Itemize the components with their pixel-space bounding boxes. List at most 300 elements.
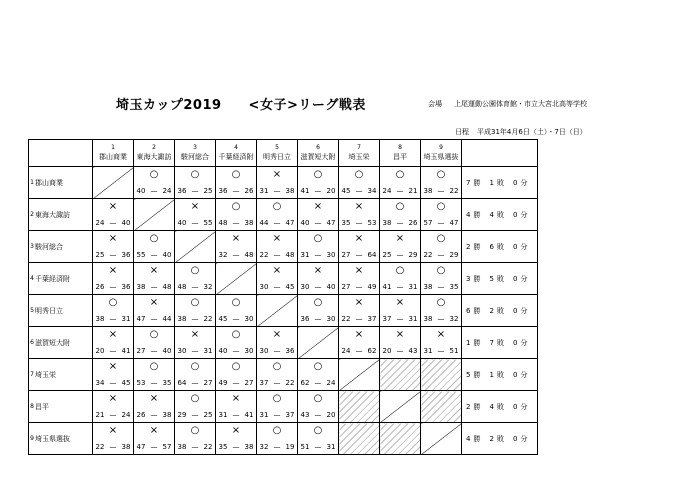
score-own: 55 — [136, 251, 146, 259]
record-losses-count: 1 — [489, 178, 494, 187]
match-cell — [421, 231, 462, 263]
match-cell — [339, 231, 380, 263]
team-row — [29, 359, 538, 391]
match-result-mark: ○ — [436, 297, 446, 308]
match-score — [257, 219, 297, 228]
match-score — [421, 219, 461, 228]
score-opponent: 29 — [408, 251, 418, 259]
record-draws-label: 分 — [520, 210, 528, 219]
score-dash: — — [396, 283, 404, 291]
page-title: 埼玉カップ2019 <女子>リーグ戦表 — [116, 98, 366, 113]
match-score — [257, 411, 297, 420]
match-result-mark: ○ — [149, 361, 159, 372]
score-opponent: 62 — [367, 347, 377, 355]
record-wins-count: 1 — [466, 338, 471, 347]
match-cell — [380, 231, 421, 263]
record-losses — [480, 179, 503, 187]
match-result-mark: × — [108, 233, 118, 244]
score-own: 22 — [341, 315, 351, 323]
score-own: 24 — [382, 187, 392, 195]
score-own: 40 — [218, 347, 228, 355]
match-score — [93, 379, 133, 388]
match-cell — [216, 231, 257, 263]
score-dash: — — [150, 379, 158, 387]
match-result-mark: × — [354, 329, 364, 340]
match-score — [175, 411, 215, 420]
venue-label: 会場 — [428, 100, 442, 108]
column-team-name: 千葉経済附 — [218, 153, 254, 161]
column-team-number: 9 — [439, 144, 443, 151]
match-cell — [134, 263, 175, 295]
record-wins-count: 6 — [466, 306, 471, 315]
match-result-mark: × — [395, 297, 405, 308]
score-own: 45 — [341, 187, 351, 195]
match-cell — [339, 167, 380, 199]
match-cell — [380, 263, 421, 295]
row-team-number: 3 — [29, 231, 36, 263]
score-opponent: 48 — [285, 251, 295, 259]
match-cell — [175, 263, 216, 295]
record-losses — [480, 275, 503, 283]
team-record — [462, 167, 538, 199]
record-losses — [480, 243, 503, 251]
match-cell — [257, 231, 298, 263]
record-draws-count: 0 — [512, 210, 518, 219]
match-result-mark: ○ — [395, 265, 405, 276]
score-own: 20 — [95, 347, 105, 355]
score-opponent: 36 — [121, 251, 131, 259]
record-losses — [480, 339, 503, 347]
match-result-mark: ○ — [395, 169, 405, 180]
record-wins — [462, 435, 480, 443]
score-dash: — — [109, 347, 117, 355]
record-losses-label: 敗 — [496, 274, 504, 283]
record-losses — [480, 211, 503, 219]
match-result-mark: × — [354, 265, 364, 276]
match-cell — [175, 167, 216, 199]
score-own: 30 — [259, 347, 269, 355]
column-team-number: 4 — [234, 144, 238, 151]
score-own: 37 — [259, 379, 269, 387]
record-draws-count: 0 — [512, 242, 518, 251]
score-own: 40 — [300, 219, 310, 227]
match-cell — [421, 167, 462, 199]
record-losses-count: 5 — [489, 274, 494, 283]
match-result-mark: ○ — [436, 265, 446, 276]
score-own: 53 — [136, 379, 146, 387]
match-result-mark: × — [354, 201, 364, 212]
score-opponent: 37 — [285, 411, 295, 419]
match-result-mark: × — [395, 329, 405, 340]
score-dash: — — [314, 187, 322, 195]
match-score — [216, 411, 256, 420]
match-result-mark: ○ — [190, 393, 200, 404]
score-dash: — — [437, 315, 445, 323]
match-cell — [257, 359, 298, 391]
match-cell — [298, 167, 339, 199]
match-cell — [339, 327, 380, 359]
self-match-cell — [93, 167, 134, 199]
match-result-mark: ○ — [313, 425, 323, 436]
score-opponent: 31 — [121, 315, 131, 323]
match-score — [380, 347, 420, 356]
match-score — [421, 251, 461, 260]
score-opponent: 30 — [244, 315, 254, 323]
score-dash: — — [396, 251, 404, 259]
score-opponent: 41 — [244, 411, 254, 419]
match-result-mark: ○ — [149, 233, 159, 244]
score-opponent: 35 — [162, 379, 172, 387]
score-opponent: 40 — [162, 251, 172, 259]
match-cell — [257, 263, 298, 295]
record-wins-label: 勝 — [473, 338, 481, 347]
match-score — [134, 251, 174, 260]
score-own: 37 — [382, 315, 392, 323]
score-dash: — — [191, 347, 199, 355]
score-opponent: 27 — [244, 379, 254, 387]
score-own: 27 — [341, 283, 351, 291]
column-header — [216, 140, 257, 167]
match-result-mark: ○ — [395, 201, 405, 212]
score-own: 26 — [95, 283, 105, 291]
score-opponent: 26 — [408, 219, 418, 227]
row-team-name: 埼玉県選抜 — [35, 423, 93, 455]
match-result-mark: × — [108, 265, 118, 276]
score-own: 24 — [95, 219, 105, 227]
match-score — [339, 219, 379, 228]
score-opponent: 45 — [121, 379, 131, 387]
unplayed-cell — [380, 359, 421, 391]
score-dash: — — [396, 347, 404, 355]
match-score — [216, 443, 256, 452]
match-result-mark: ○ — [231, 361, 241, 372]
record-wins — [462, 179, 480, 187]
record-wins-count: 3 — [466, 274, 471, 283]
match-result-mark: ○ — [436, 233, 446, 244]
date-label: 日程 — [455, 128, 469, 136]
score-opponent: 31 — [203, 347, 213, 355]
match-cell — [93, 327, 134, 359]
match-cell — [175, 423, 216, 455]
score-dash: — — [396, 315, 404, 323]
match-cell — [175, 391, 216, 423]
match-result-mark: ○ — [190, 265, 200, 276]
record-wins-count: 4 — [466, 434, 471, 443]
self-match-cell — [134, 199, 175, 231]
record-draws — [504, 371, 527, 379]
match-score — [298, 283, 338, 292]
score-own: 48 — [177, 283, 187, 291]
score-dash: — — [191, 443, 199, 451]
unplayed-cell — [380, 423, 421, 455]
match-result-mark: ○ — [231, 329, 241, 340]
record-losses-label: 敗 — [496, 434, 504, 443]
record-losses-label: 敗 — [496, 370, 504, 379]
score-own: 47 — [136, 315, 146, 323]
score-opponent: 30 — [326, 315, 336, 323]
match-result-mark: ○ — [190, 297, 200, 308]
record-losses-count: 1 — [489, 370, 494, 379]
score-opponent: 24 — [162, 187, 172, 195]
score-dash: — — [437, 219, 445, 227]
score-opponent: 55 — [203, 219, 213, 227]
column-team-name: 埼玉栄 — [348, 153, 370, 161]
score-dash: — — [273, 379, 281, 387]
score-dash: — — [191, 315, 199, 323]
score-opponent: 38 — [244, 443, 254, 451]
score-opponent: 40 — [121, 219, 131, 227]
match-score — [380, 251, 420, 260]
score-own: 36 — [300, 315, 310, 323]
row-team-name: 昌平 — [35, 391, 93, 423]
match-result-mark: × — [108, 393, 118, 404]
match-result-mark: × — [231, 393, 241, 404]
column-team-name: 東海大諏訪 — [136, 153, 172, 161]
match-score — [93, 219, 133, 228]
score-opponent: 38 — [162, 411, 172, 419]
match-result-mark: ○ — [436, 169, 446, 180]
match-cell — [421, 263, 462, 295]
score-dash: — — [232, 219, 240, 227]
score-own: 25 — [95, 251, 105, 259]
score-dash: — — [437, 283, 445, 291]
score-dash: — — [355, 315, 363, 323]
score-own: 38 — [177, 315, 187, 323]
score-own: 45 — [218, 315, 228, 323]
score-own: 32 — [259, 443, 269, 451]
match-score — [298, 219, 338, 228]
record-wins — [462, 307, 480, 315]
match-score — [339, 315, 379, 324]
record-losses-count: 2 — [489, 434, 494, 443]
match-score — [175, 379, 215, 388]
score-opponent: 25 — [203, 411, 213, 419]
score-own: 48 — [218, 219, 228, 227]
score-dash: — — [355, 283, 363, 291]
match-score — [93, 315, 133, 324]
score-own: 51 — [300, 443, 310, 451]
score-opponent: 41 — [121, 347, 131, 355]
record-draws — [504, 339, 527, 347]
row-team-number: 5 — [29, 295, 36, 327]
score-own: 49 — [218, 379, 228, 387]
team-row — [29, 199, 538, 231]
match-result-mark: ○ — [354, 169, 364, 180]
match-result-mark: × — [149, 393, 159, 404]
match-score — [175, 219, 215, 228]
corner-cell — [35, 140, 93, 167]
team-row — [29, 295, 538, 327]
score-opponent: 40 — [326, 283, 336, 291]
match-result-mark: ○ — [313, 297, 323, 308]
match-score — [298, 379, 338, 388]
match-result-mark: × — [231, 425, 241, 436]
score-opponent: 45 — [285, 283, 295, 291]
record-losses — [480, 435, 503, 443]
score-own: 31 — [300, 251, 310, 259]
record-draws-label: 分 — [520, 242, 528, 251]
score-own: 38 — [423, 187, 433, 195]
match-cell — [257, 167, 298, 199]
score-dash: — — [273, 219, 281, 227]
record-wins-label: 勝 — [473, 402, 481, 411]
column-team-name: 滋賀短大附 — [300, 153, 336, 161]
score-opponent: 24 — [121, 411, 131, 419]
record-wins-label: 勝 — [473, 306, 481, 315]
score-own: 38 — [382, 219, 392, 227]
row-team-name: 滋賀短大附 — [35, 327, 93, 359]
score-dash: — — [150, 347, 158, 355]
match-cell — [175, 199, 216, 231]
match-score — [298, 315, 338, 324]
record-draws-label: 分 — [520, 338, 528, 347]
record-draws — [504, 307, 527, 315]
score-own: 20 — [382, 347, 392, 355]
match-cell — [380, 167, 421, 199]
match-cell — [298, 359, 339, 391]
match-cell — [93, 263, 134, 295]
score-dash: — — [109, 283, 117, 291]
self-match-cell — [216, 263, 257, 295]
match-cell — [257, 199, 298, 231]
record-draws — [504, 403, 527, 411]
score-dash: — — [191, 187, 199, 195]
header-row — [29, 140, 538, 167]
score-dash: — — [396, 219, 404, 227]
match-score — [421, 315, 461, 324]
match-score — [216, 315, 256, 324]
score-own: 35 — [218, 443, 228, 451]
match-result-mark: ○ — [272, 201, 282, 212]
match-score — [175, 315, 215, 324]
score-dash: — — [314, 219, 322, 227]
score-dash: — — [273, 283, 281, 291]
score-own: 64 — [177, 379, 187, 387]
score-own: 31 — [218, 411, 228, 419]
record-losses — [480, 371, 503, 379]
match-result-mark: × — [272, 265, 282, 276]
team-record — [462, 199, 538, 231]
record-draws — [504, 211, 527, 219]
match-result-mark: × — [108, 329, 118, 340]
score-dash: — — [355, 347, 363, 355]
score-dash: — — [191, 379, 199, 387]
column-team-number: 2 — [152, 144, 156, 151]
match-score — [421, 347, 461, 356]
score-own: 38 — [423, 315, 433, 323]
record-draws-label: 分 — [520, 306, 528, 315]
team-record — [462, 391, 538, 423]
record-wins-count: 2 — [466, 402, 471, 411]
score-own: 31 — [423, 347, 433, 355]
score-own: 38 — [177, 443, 187, 451]
match-cell — [298, 199, 339, 231]
score-own: 31 — [259, 411, 269, 419]
match-cell — [134, 231, 175, 263]
record-losses-label: 敗 — [496, 306, 504, 315]
record-losses — [480, 403, 503, 411]
venue-name: 上尾運動公園体育館・市立大宮北高等学校 — [454, 100, 587, 108]
column-header — [339, 140, 380, 167]
match-cell — [134, 327, 175, 359]
score-dash: — — [273, 411, 281, 419]
match-score — [134, 283, 174, 292]
match-score — [175, 347, 215, 356]
record-draws-label: 分 — [520, 402, 528, 411]
score-own: 35 — [341, 219, 351, 227]
match-cell — [298, 391, 339, 423]
score-own: 34 — [95, 379, 105, 387]
score-own: 57 — [423, 219, 433, 227]
match-result-mark: × — [272, 169, 282, 180]
match-cell — [298, 295, 339, 327]
score-opponent: 48 — [244, 251, 254, 259]
score-opponent: 35 — [449, 283, 459, 291]
self-match-cell — [298, 327, 339, 359]
score-dash: — — [355, 219, 363, 227]
score-opponent: 43 — [408, 347, 418, 355]
match-result-mark: ○ — [149, 169, 159, 180]
score-opponent: 20 — [326, 187, 336, 195]
match-cell — [421, 199, 462, 231]
match-cell — [421, 295, 462, 327]
match-score — [339, 347, 379, 356]
column-header — [175, 140, 216, 167]
score-opponent: 31 — [408, 315, 418, 323]
record-wins — [462, 371, 480, 379]
match-cell — [339, 263, 380, 295]
match-cell — [93, 231, 134, 263]
record-losses-label: 敗 — [496, 210, 504, 219]
league-table — [28, 139, 538, 455]
score-own: 27 — [136, 347, 146, 355]
row-team-name: 千葉経済附 — [35, 263, 93, 295]
score-opponent: 64 — [367, 251, 377, 259]
match-cell — [257, 327, 298, 359]
score-dash: — — [150, 283, 158, 291]
score-own: 30 — [259, 283, 269, 291]
team-row — [29, 231, 538, 263]
match-cell — [257, 423, 298, 455]
score-own: 22 — [423, 251, 433, 259]
record-wins-count: 2 — [466, 242, 471, 251]
score-dash: — — [355, 251, 363, 259]
match-result-mark: × — [190, 329, 200, 340]
match-cell — [380, 327, 421, 359]
match-cell — [134, 423, 175, 455]
score-opponent: 30 — [326, 251, 336, 259]
row-team-number: 9 — [29, 423, 36, 455]
score-opponent: 32 — [203, 283, 213, 291]
score-own: 30 — [300, 283, 310, 291]
score-dash: — — [314, 251, 322, 259]
match-result-mark: ○ — [272, 425, 282, 436]
record-draws — [504, 243, 527, 251]
match-score — [134, 379, 174, 388]
match-result-mark: ○ — [436, 201, 446, 212]
match-cell — [175, 327, 216, 359]
score-opponent: 22 — [285, 379, 295, 387]
column-team-number: 3 — [193, 144, 197, 151]
score-dash: — — [232, 411, 240, 419]
schedule-info — [455, 127, 587, 137]
record-wins-count: 4 — [466, 210, 471, 219]
record-draws-count: 0 — [512, 434, 518, 443]
record-draws — [504, 179, 527, 187]
score-dash: — — [314, 411, 322, 419]
match-score — [134, 347, 174, 356]
score-dash: — — [232, 315, 240, 323]
